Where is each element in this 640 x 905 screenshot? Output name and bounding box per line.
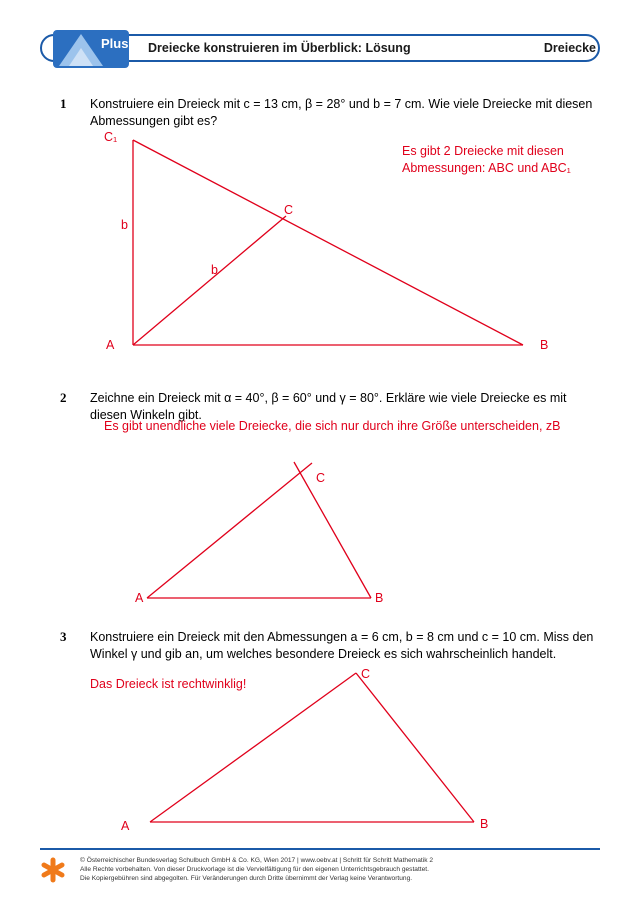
publisher-star-icon bbox=[40, 857, 66, 883]
task-1-number: 1 bbox=[60, 96, 67, 111]
fig1-label-C: C bbox=[284, 203, 294, 217]
fig1-label-A: A bbox=[106, 338, 115, 352]
worksheet-topic: Dreiecke bbox=[543, 41, 596, 55]
fig1-label-C1: C₁ bbox=[104, 130, 118, 144]
task-3-answer: Das Dreieck ist rechtwinklig! bbox=[90, 677, 247, 691]
footer-line2: Alle Rechte vorbehalten. Von dieser Druckvorlage ist die Vervielfältigung für den eigenen Unterrichtsgebrauch gestattet. bbox=[80, 866, 429, 873]
fig2-label-B: B bbox=[375, 591, 384, 605]
footer-line1: © Österreichischer Bundesverlag Schulbuch GmbH & Co. KG, Wien 2017 | www.oebv.at | Schritt für Schritt Mathematik 2 bbox=[80, 857, 434, 864]
task-3-line1: Konstruiere ein Dreieck mit den Abmessungen a = 6 cm, b = 8 cm und c = 10 cm. Miss den bbox=[90, 630, 594, 644]
fig2-label-A: A bbox=[135, 591, 144, 605]
fig1-label-b-vertical: b bbox=[121, 218, 128, 232]
fig2-side-AC bbox=[147, 463, 312, 598]
task-2-line1: Zeichne ein Dreieck mit α = 40°, β = 60° und γ = 80°. Erkläre wie viele Dreiecke es mit bbox=[90, 391, 567, 405]
fig2-side-BC bbox=[294, 462, 371, 598]
fig3-label-C: C bbox=[361, 667, 371, 681]
fig3-side-AC bbox=[150, 673, 356, 822]
task-3-number: 3 bbox=[60, 629, 67, 644]
task-1-line1: Konstruiere ein Dreieck mit c = 13 cm, β = 28° und b = 7 cm. Wie viele Dreiecke mit diesen bbox=[90, 97, 593, 111]
footer-copyright bbox=[80, 856, 600, 883]
fig3-label-B: B bbox=[480, 817, 489, 831]
footer-divider bbox=[40, 848, 600, 850]
fig1-side-AC bbox=[133, 216, 286, 345]
task-3-line2: Winkel γ und gib an, um welches besondere Dreieck es sich wahrscheinlich handelt. bbox=[90, 647, 557, 661]
fig1-side-C1B bbox=[133, 140, 523, 345]
fig1-label-B: B bbox=[540, 338, 549, 352]
fig3-side-BC bbox=[356, 673, 474, 822]
footer-line3: Die Kopiergebühren sind abgegolten. Für Veränderungen durch Dritte übernimmt der Verlag keine Verantwortung. bbox=[80, 875, 413, 882]
fig3-label-A: A bbox=[121, 819, 130, 833]
logo-text: Plus bbox=[101, 36, 129, 51]
task-1-answer-line1: Es gibt 2 Dreiecke mit diesen bbox=[402, 144, 564, 158]
worksheet-title: Dreiecke konstruieren im Überblick: Lösung bbox=[148, 41, 411, 55]
task-1-answer-line2: Abmessungen: ABC und ABC₁ bbox=[402, 161, 571, 175]
task-2-number: 2 bbox=[60, 390, 67, 405]
task-2-answer: Es gibt unendliche viele Dreiecke, die sich nur durch ihre Größe unterscheiden, zB bbox=[104, 419, 561, 433]
fig1-label-b-diagonal: b bbox=[211, 263, 218, 277]
task-1-line2: Abmessungen gibt es? bbox=[90, 114, 218, 128]
fig2-label-C: C bbox=[316, 471, 326, 485]
task-2-line2: diesen Winkeln gibt. bbox=[90, 408, 202, 422]
